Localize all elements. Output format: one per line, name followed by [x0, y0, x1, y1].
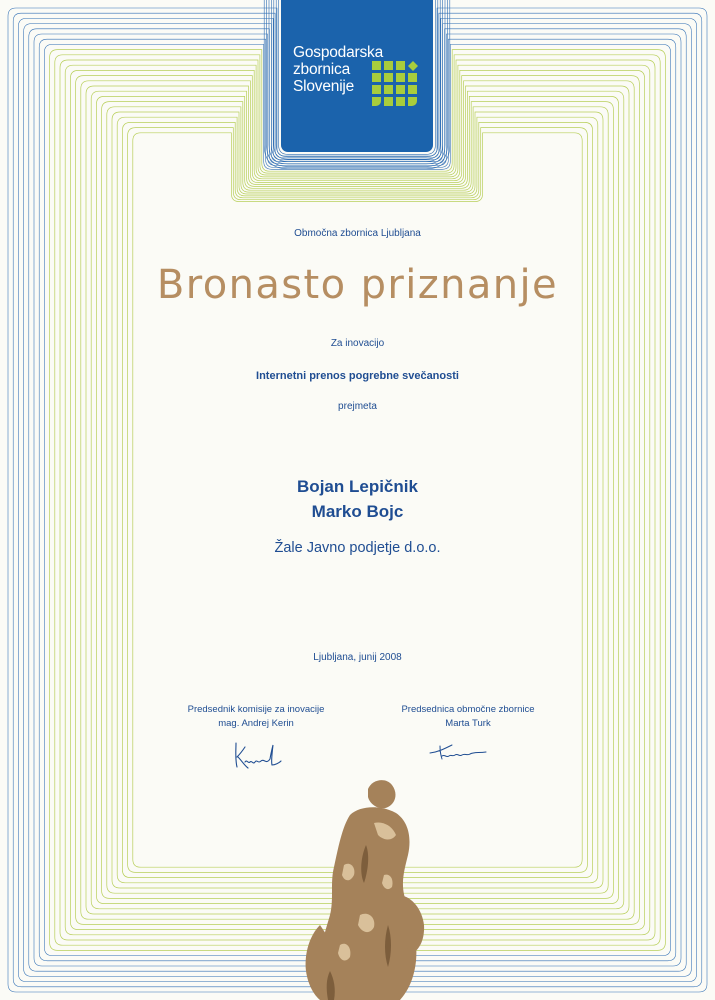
- chamber-logo-mark-icon: [372, 61, 418, 107]
- receives-label: prejmeta: [338, 401, 377, 412]
- signatory-commission-president: [156, 703, 356, 731]
- signatory-name: mag. Andrej Kerin: [218, 718, 294, 729]
- chamber-logo-text: [293, 44, 383, 95]
- signatory-role: Predsednica območne zbornice: [401, 704, 535, 715]
- signatory-name: Marta Turk: [445, 718, 491, 729]
- thinker-statue-icon: [300, 775, 425, 1000]
- company-name: Žale Javno podjetje d.o.o.: [274, 540, 441, 556]
- recipient-name: Marko Bojc: [311, 502, 404, 521]
- recipient-name: Bojan Lepičnik: [297, 477, 418, 496]
- signatory-chamber-president: [368, 703, 568, 731]
- signatory-role: Predsednik komisije za inovacije: [187, 704, 325, 715]
- logo-line-1: Gospodarska: [293, 44, 383, 61]
- innovation-label: Za inovacijo: [330, 338, 385, 349]
- place-and-date: Ljubljana, junij 2008: [313, 652, 402, 663]
- certificate-title: Bronasto priznanje: [156, 262, 559, 308]
- regional-chamber-name: Območna zbornica Ljubljana: [294, 228, 421, 239]
- logo-line-3: Slovenije: [293, 78, 355, 95]
- innovation-title: Internetni prenos pogrebne svečanosti: [256, 370, 459, 382]
- logo-line-2: zbornica: [293, 61, 350, 78]
- chamber-logo: [281, 0, 433, 152]
- recipient-names: [0, 474, 715, 524]
- handwritten-signature-icon: [230, 735, 282, 773]
- handwritten-signature-icon: [428, 735, 488, 765]
